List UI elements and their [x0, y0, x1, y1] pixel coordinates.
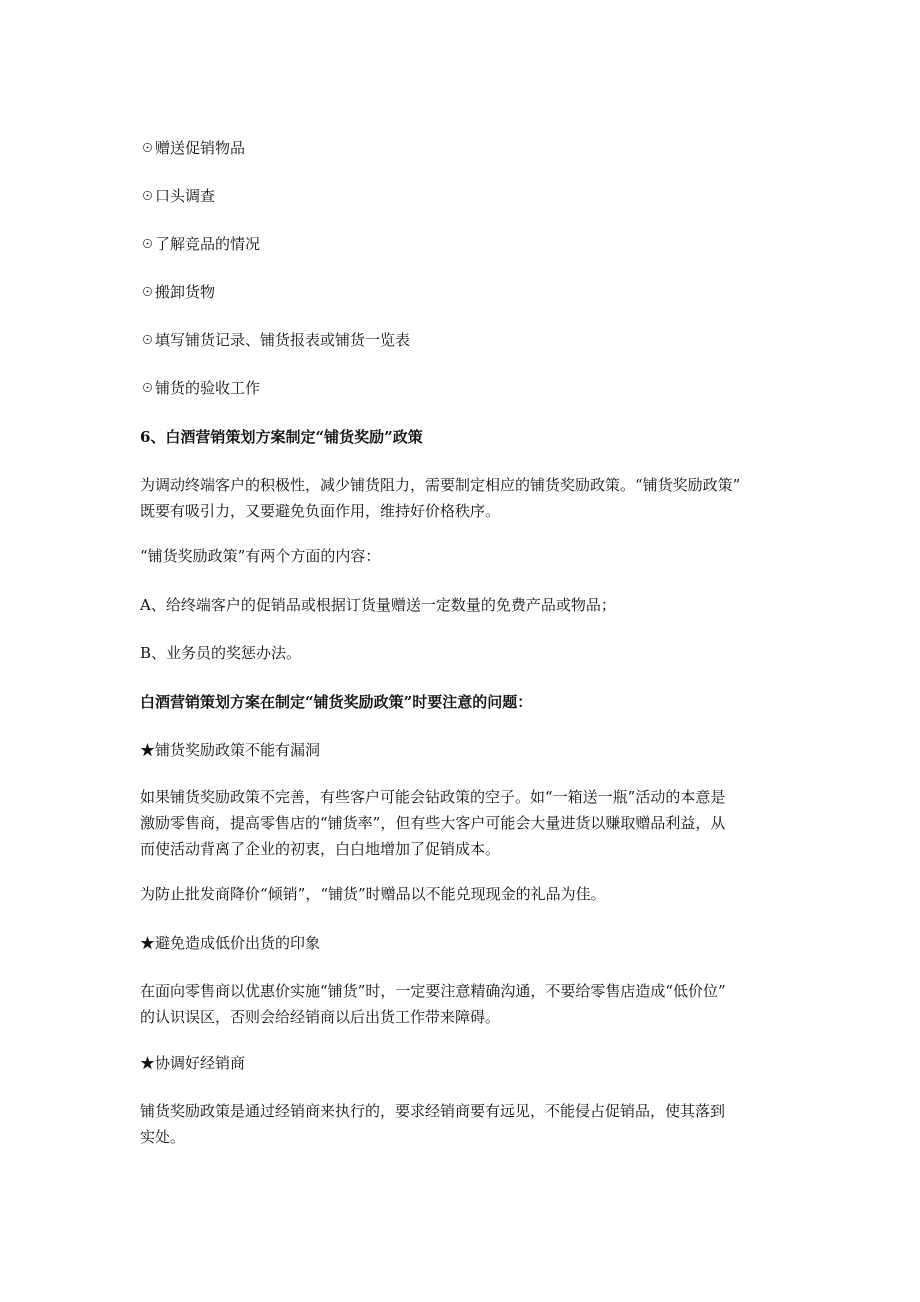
point2-paragraph — [140, 978, 790, 1030]
section6-intro-line: 既要有吸引力，又要避免负面作用，维持好价格秩序。 — [140, 502, 501, 520]
point1-line: 激励零售商，提高零售店的“铺货率”，但有些大客户可能会大量进货以赚取赠品利益，从 — [140, 814, 726, 832]
point3-title: ★协调好经销商 — [140, 1054, 246, 1072]
point2-title: ★避免造成低价出货的印象 — [140, 934, 321, 952]
bullet-competitor-info: ☉了解竞品的情况 — [140, 235, 261, 253]
point3-line: 实处。 — [140, 1128, 186, 1146]
section6-item-b: B、业务员的奖惩办法。 — [140, 644, 302, 662]
point3-line: 铺货奖励政策是通过经销商来执行的，要求经销商要有远见，不能侵占促销品，使其落到 — [140, 1102, 726, 1120]
section6-intro-line: 为调动终端客户的积极性，减少铺货阻力，需要制定相应的铺货奖励政策。“铺货奖励政策” — [140, 476, 741, 494]
point3-paragraph — [140, 1098, 790, 1150]
section6-intro-paragraph — [140, 472, 790, 524]
point1-line: 而使活动背离了企业的初衷，白白地增加了促销成本。 — [140, 840, 501, 858]
point1-title: ★铺货奖励政策不能有漏洞 — [140, 741, 321, 759]
point1-line: 如果铺货奖励政策不完善，有些客户可能会钻政策的空子。如“一箱送一瓶”活动的本意是 — [140, 788, 726, 806]
point1-paragraph — [140, 784, 790, 862]
bullet-gift-items: ☉赠送促销物品 — [140, 139, 246, 157]
point1-extra: 为防止批发商降价“倾销”，“铺货”时赠品以不能兑现现金的礼品为佳。 — [140, 885, 606, 903]
section6-content-intro: “铺货奖励政策”有两个方面的内容： — [140, 547, 381, 565]
point2-line: 在面向零售商以优惠价实施“铺货”时，一定要注意精确沟通，不要给零售店造成“低价位” — [140, 982, 726, 1000]
notes-heading: 白酒营销策划方案在制定“铺货奖励政策”时要注意的问题： — [140, 693, 533, 711]
bullet-unload-goods: ☉搬卸货物 — [140, 283, 216, 301]
point2-line: 的认识误区，否则会给经销商以后出货工作带来障碍。 — [140, 1008, 501, 1026]
bullet-fill-records: ☉填写铺货记录、铺货报表或铺货一览表 — [140, 331, 411, 349]
bullet-verbal-survey: ☉口头调查 — [140, 187, 216, 205]
bullet-acceptance-work: ☉铺货的验收工作 — [140, 379, 261, 397]
section6-heading: 6、白酒营销策划方案制定“铺货奖励”政策 — [140, 428, 423, 446]
section6-item-a: A、给终端客户的促销品或根据订货量赠送一定数量的免费产品或物品； — [140, 596, 616, 614]
